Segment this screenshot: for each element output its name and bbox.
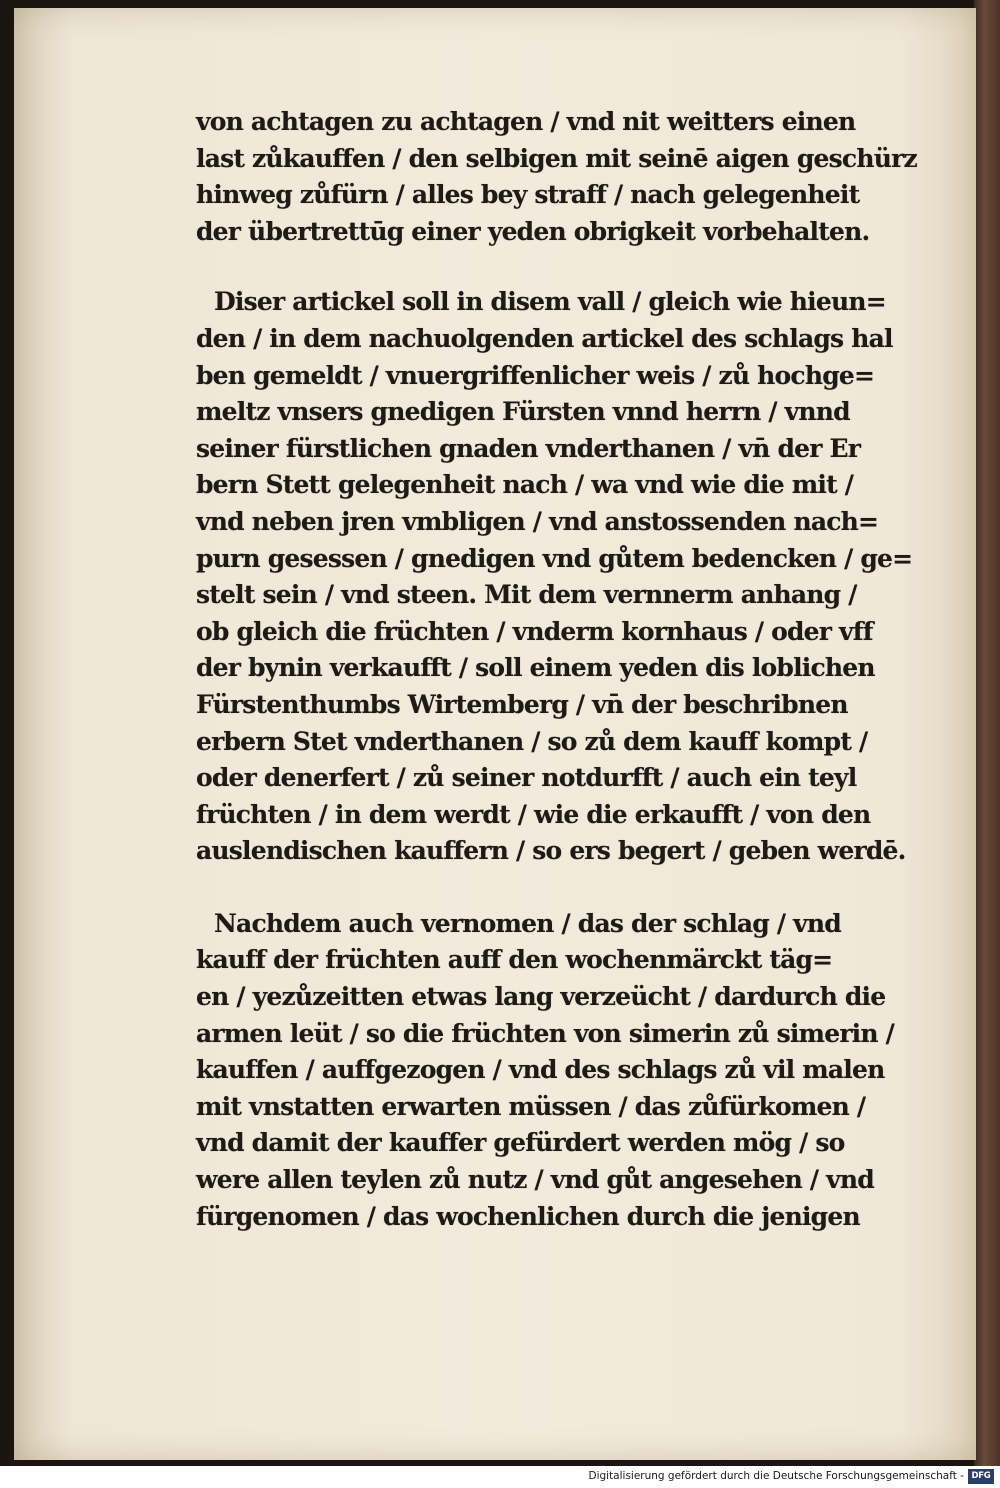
text-line: der übertrettūg einer yeden obrigkeit vorbehalten.: [196, 216, 870, 246]
text-line: mit vnstatten erwarten müssen / das zůfürkomen /: [196, 1091, 866, 1121]
text-line: von achtagen zu achtagen / vnd nit weitters einen: [196, 107, 856, 136]
text-line: Diser artickel soll in disem vall / gleich wie hieun=: [214, 287, 886, 317]
text-line: der bynin verkaufft / soll einem yeden dis loblichen: [196, 653, 875, 683]
paragraph-1: [196, 104, 917, 250]
text-line: oder denerfert / zů seiner notdurfft / auch ein teyl: [196, 763, 857, 793]
text-line: fürgenomen / das wochenlichen durch die jenigen: [196, 1201, 860, 1231]
text-line: hinweg zůfürn / alles bey straff / nach gelegenheit: [196, 180, 860, 210]
text-line: purn gesessen / gnedigen vnd gůtem bedencken / ge=: [196, 543, 913, 573]
page-text: [196, 104, 917, 1235]
text-line: vnd damit der kauffer gefürdert werden mög / so: [196, 1128, 845, 1158]
text-line: kauffen / auffgezogen / vnd des schlags zů vil malen: [196, 1055, 885, 1085]
footer-bar: [0, 1466, 1000, 1488]
text-line: Fürstenthumbs Wirtemberg / vn̄ der beschribnen: [196, 689, 848, 719]
text-line: were allen teylen zů nutz / vnd gůt angesehen / vnd: [196, 1165, 874, 1195]
text-line: stelt sein / vnd steen. Mit dem vernnerm anhang /: [196, 580, 857, 610]
funding-credit: Digitalisierung gefördert durch die Deutsche Forschungsgemeinschaft -: [588, 1470, 964, 1482]
paragraph-2: [196, 284, 913, 870]
text-line: armen leüt / so die früchten von simerin zů simerin /: [196, 1018, 894, 1048]
text-line: den / in dem nachuolgenden artickel des schlags hal: [196, 323, 893, 353]
text-line: en / yezůzeitten etwas lang verzeücht / dardurch die: [196, 982, 886, 1012]
text-line: vnd neben jren vmbligen / vnd anstossenden nach=: [196, 506, 879, 536]
text-line: früchten / in dem werdt / wie die erkaufft / von den: [196, 799, 871, 829]
text-line: Nachdem auch vernomen / das der schlag / vnd: [214, 908, 841, 938]
text-line: erbern Stet vnderthanen / so zů dem kauff kompt /: [196, 726, 868, 756]
text-line: last zůkauffen / den selbigen mit seinē aigen geschürz: [196, 143, 917, 173]
text-line: bern Stett gelegenheit nach / wa vnd wie die mit /: [196, 470, 854, 500]
book-cover-edge: [974, 0, 1000, 1466]
paragraph-3: [196, 906, 906, 1235]
text-line: seiner fürstlichen gnaden vnderthanen / vn̄ der Er: [196, 433, 861, 463]
text-line: kauff der früchten auff den wochenmärckt täg=: [196, 945, 833, 975]
text-line: ob gleich die früchten / vnderm kornhaus / oder vff: [196, 616, 873, 646]
text-line: ben gemeldt / vnuergriffenlicher weis / zů hochge=: [196, 360, 875, 390]
text-line: meltz vnsers gnedigen Fürsten vnnd herrn / vnnd: [196, 397, 850, 427]
book-page: [14, 8, 976, 1460]
text-line: auslendischen kauffern / so ers begert / geben werdē.: [196, 836, 906, 866]
dfg-logo: DFG: [968, 1469, 994, 1484]
